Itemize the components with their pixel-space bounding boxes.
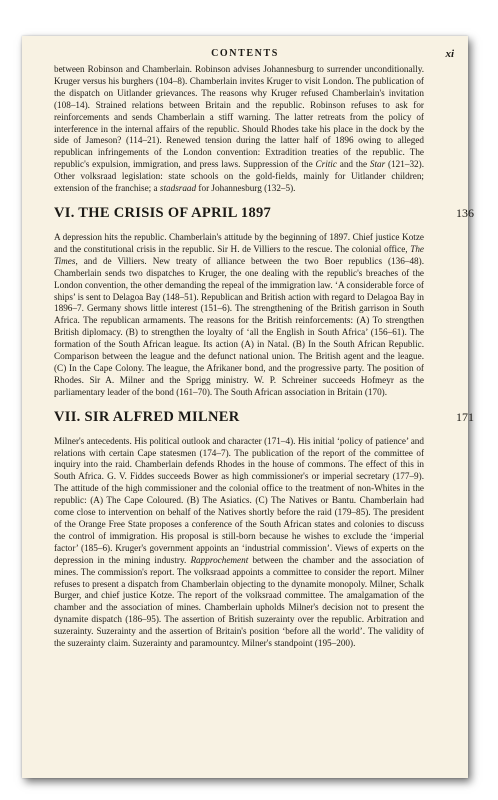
chapter-page-number: 136 (456, 205, 474, 220)
italic-term-stadsraad: stadsraad (159, 183, 197, 194)
chapter-vii-summary: Milner's antecedents. His political outlook and character (171–4). His initial ‘policy of patience’ and relations with certain Cape statesmen (174–7). The publication of the report of the committee of inquiry into the raid. Chamberlain defends Rhodes in the house of commons. The effect of this in South Africa. G. V. Fiddes succeeds Bower as high commissioner's or imperial secretary (177–9). The attitude of the high commissioner and the colonial office to the treatment of non-Whites in the republic: (A) The Cape Coloured. (B) The Asiatics. (C) The Natives or Bantu. Chamberlain had come close to intervention on behalf of the Natives shortly before the raid (179–85). The president of the Orange Free State proposes a conference of the South African states and colonies to discuss the control of immigration. His proposal is still-born because he wishes to exclude the ‘imperial factor’ (185–6). Kruger's government appoints an ‘industrial commission’. Views of experts on the depression in the mining industry. Rapprochement between the chamber and the association of mines. The commission's report. The volksraad appoints a committee to consider the report. Milner refuses to present a dispatch from Chamberlain objecting to the dynamite monopoly. Milner, Schalk Burger, and chief justice Kotze. The report of the volksraad committee. The amalgamation of the chamber and the association of mines. Chamberlain upholds Milner's decision not to present the dynamite dispatch (186–95). The assertion of British suzerainty over the republic. Arbitration and suzerainty. Suzerainty and the assertion of Britain's position ‘before all the world’. The validity of the suzerainty claim. Suzerainty and paramountcy. Milner's standpoint (195–200). (54, 435, 424, 649)
chapter-heading-vii (54, 408, 474, 427)
italic-title-star: Star (369, 159, 386, 170)
chapter-page-number: 171 (456, 409, 474, 424)
page-number: xi (445, 48, 454, 60)
chapter-v-summary-continued: between Robinson and Chamberlain. Robinson advises Johannesburg to surrender unconditionally. Kruger versus his burghers (104–8). Chamberlain invites Kruger to visit London. The publication of the dispatch on Uitlander grievances. The reasons why Kruger refused Chamberlain's invitation (108–14). Strained relations between Britain and the republic. Robinson refuses to ask for reinforcements and sends Chamberlain a stiff warning. The latter retreats from the policy of interference in the internal affairs of the republic. Should Rhodes take his place in the dock by the side of Jameson? (114–21). Renewed tension during the latter half of 1896 owing to alleged republican infringements of the London convention: Extradition treaties of the republic. The republic's expulsion, immigration, and press laws. Suppression of the Critic and the Star (121–32). Other volksraad legislation: state schools on the gold-fields, mainly for Uitlander children; extension of the franchise; a stadsraad for Johannesburg (132–5). (54, 64, 424, 194)
italic-title-critic: Critic (315, 159, 337, 170)
italic-title-the-times: The Times (54, 243, 424, 266)
running-title: CONTENTS (211, 48, 279, 59)
contents-body (54, 64, 474, 650)
chapter-heading-vi (54, 204, 474, 223)
running-head (22, 48, 468, 62)
chapter-vi-summary: A depression hits the republic. Chamberlain's attitude by the beginning of 1897. Chief justice Kotze and the constitutional crisis in the republic. Sir H. de Villiers to the rescue. The colonial office, The Times, and de Villiers. New treaty of alliance between the two Boer republics (136–48). Chamberlain sends two dispatches to Kruger, the one dealing with the republic's breaches of the London convention, the other demanding the repeal of the immigration law. ‘A considerable force of ships’ is sent to Delagoa Bay (148–51). Republican and British action with regard to Delagoa Bay in 1896–7. Germany shows little interest (151–6). The strengthening of the British garrison in South Africa. The republican armaments. The reasons for the British reinforcements: (A) To strengthen British diplomacy. (B) to strengthen the loyalty of ‘all the English in South Africa’ (156–61). The formation of the South African league. Its action (A) in Natal. (B) In the South African Republic. Comparison between the league and the defunct national union. The British agent and the league. (C) In the Cape Colony. The league, the Afrikaner bond, and the progressive party. The position of Rhodes. Sir A. Milner and the Sprigg ministry. W. P. Schreiner succeeds Hofmeyr as the parliamentary leader of the bond (161–70). The South African association in Britain (170). (54, 231, 424, 397)
book-page (22, 36, 474, 778)
italic-term-rapprochement: Rapprochement (190, 554, 249, 565)
chapter-title: VI. THE CRISIS OF APRIL 1897 (54, 204, 272, 221)
chapter-title: VII. SIR ALFRED MILNER (54, 408, 240, 425)
